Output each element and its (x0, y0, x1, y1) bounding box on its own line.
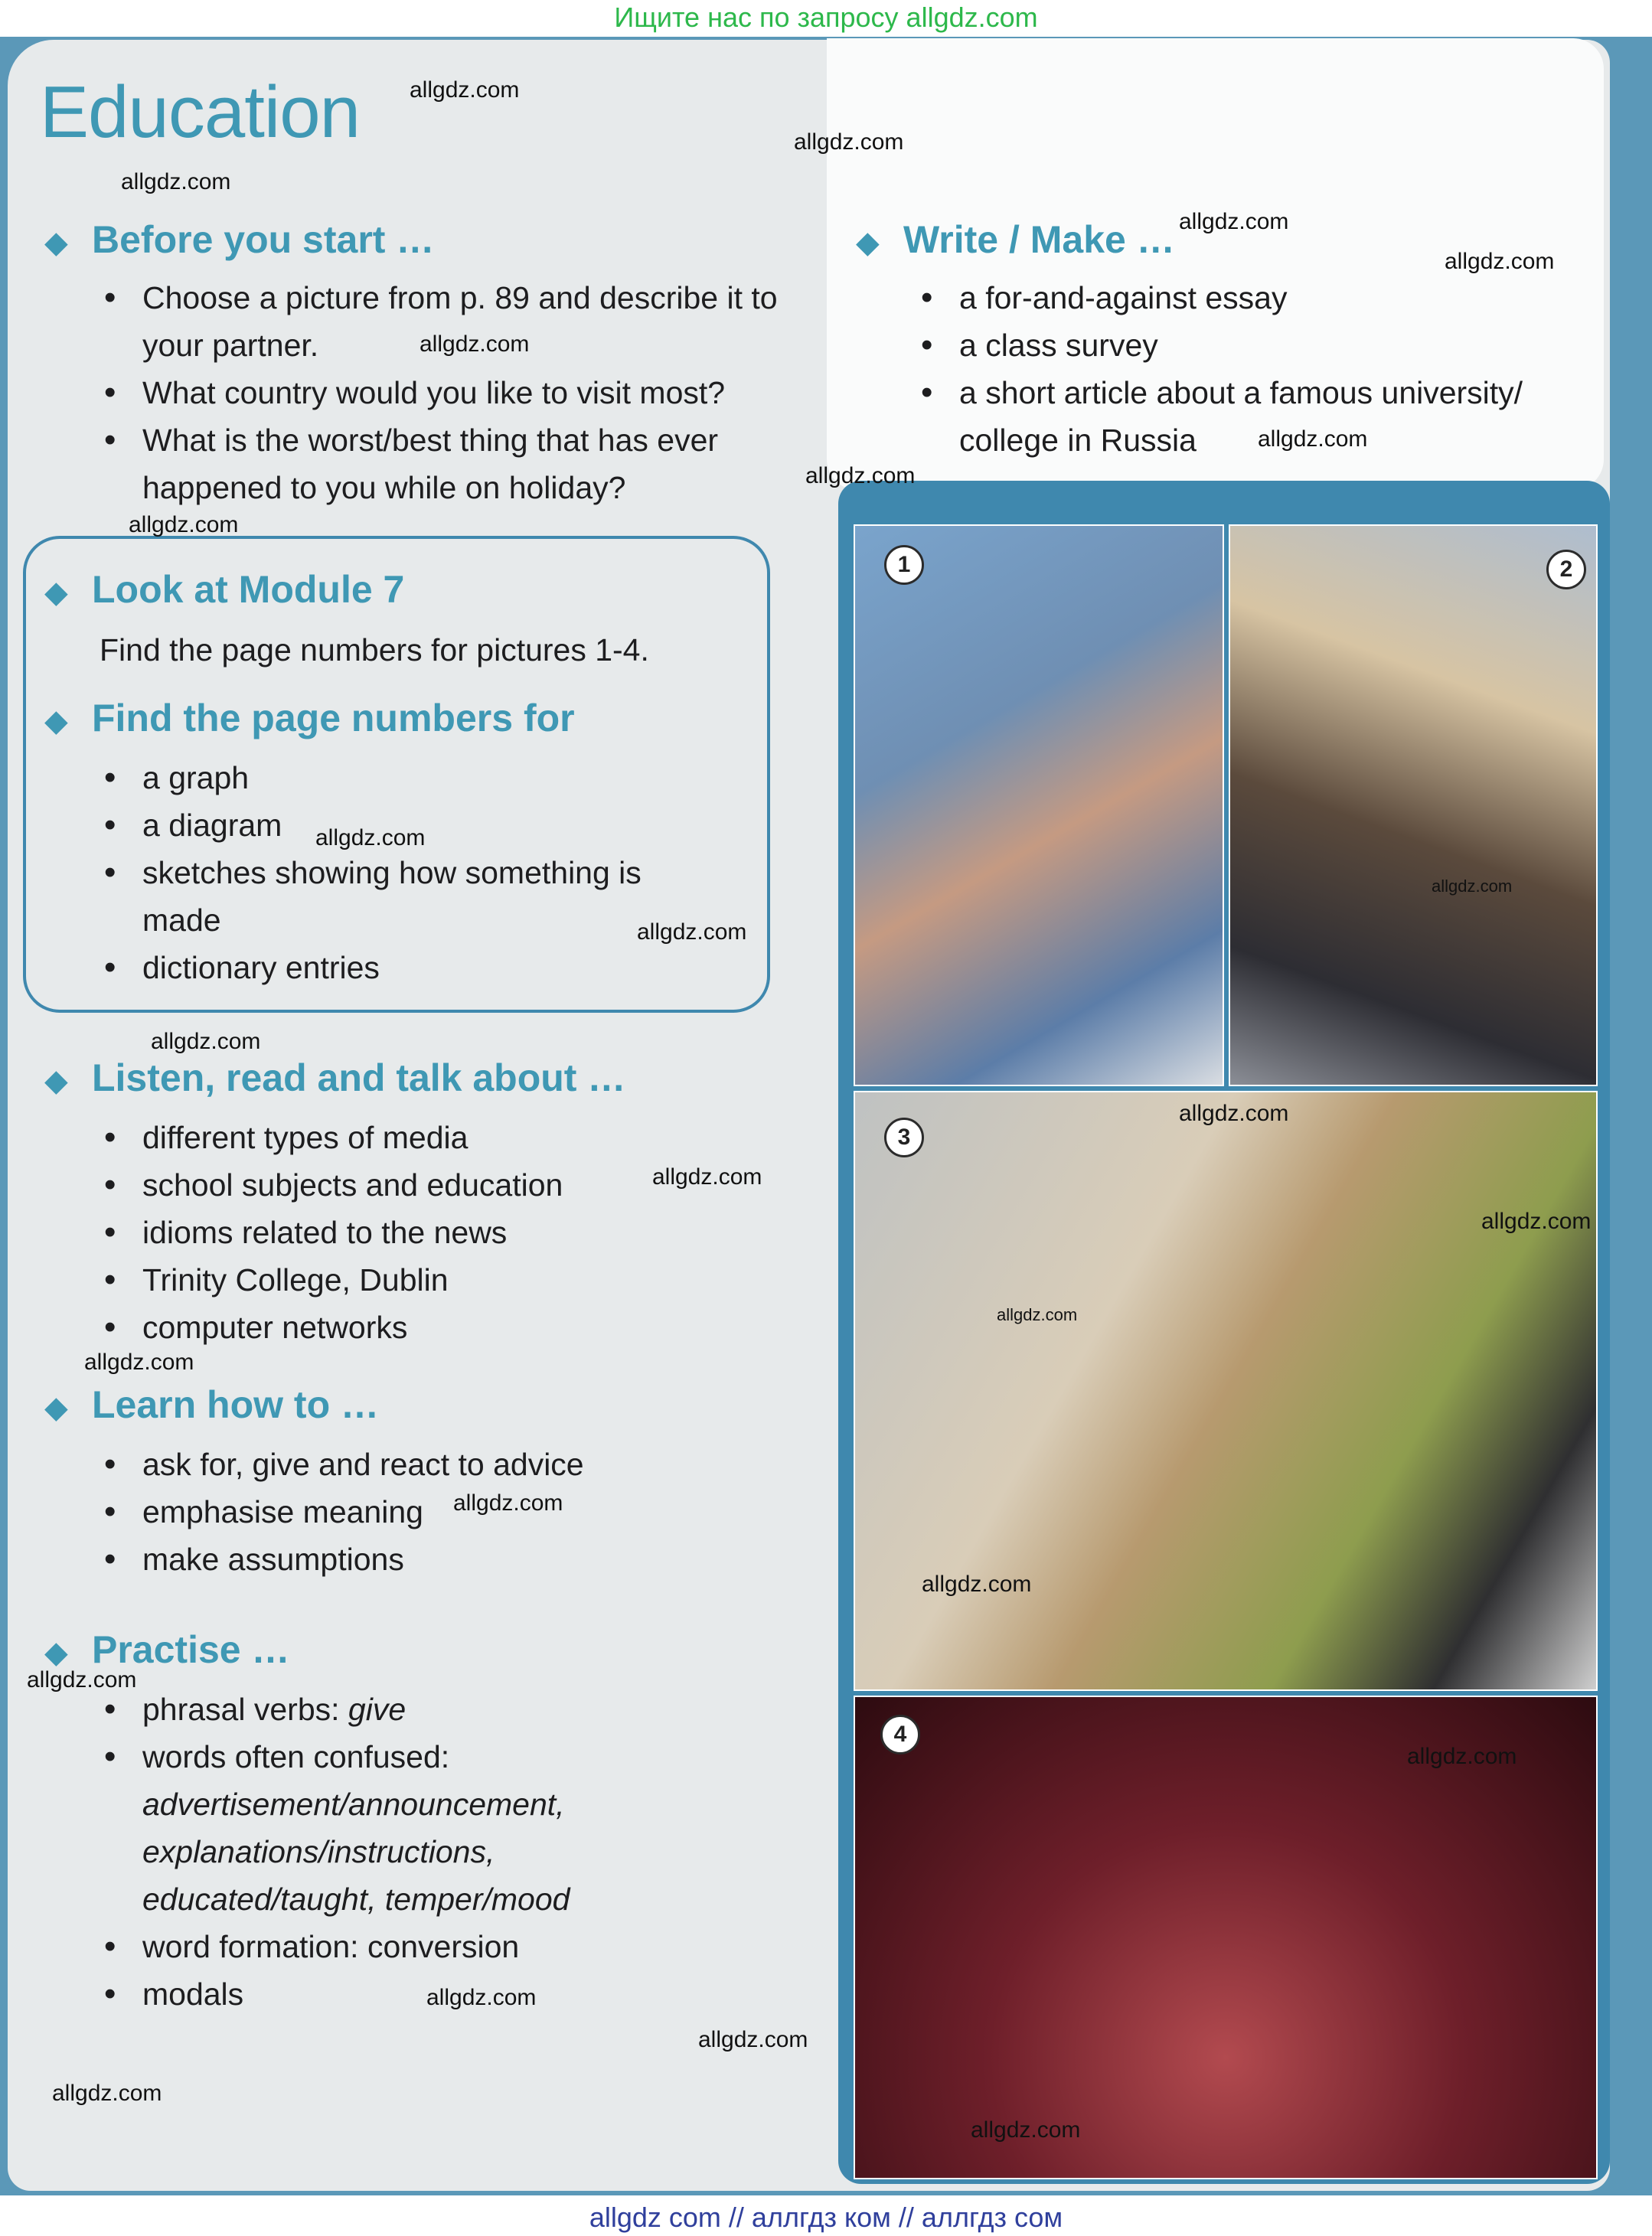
page-title: Education (40, 71, 360, 153)
watermark: allgdz.com (794, 129, 904, 155)
watermark: allgdz.com (1481, 1209, 1592, 1234)
list-item: • emphasise meaning (98, 1488, 787, 1536)
diamond-icon: ◆ (44, 576, 68, 609)
look-module-text: Find the page numbers for pictures 1-4. (100, 632, 649, 668)
diamond-icon: ◆ (44, 1391, 68, 1425)
look-module-heading: ◆ Look at Module 7 (44, 566, 404, 615)
watermark: allgdz.com (1432, 876, 1513, 896)
list-item: • a diagram (98, 801, 756, 849)
watermark: allgdz.com (151, 1029, 261, 1054)
list-item: • What is the worst/best thing that has ever happened to you while on holiday? (98, 416, 802, 511)
watermark: allgdz.com (997, 1305, 1078, 1324)
diamond-icon: ◆ (44, 1064, 68, 1098)
list-item: • phrasal verbs: give (98, 1686, 787, 1733)
diamond-icon: ◆ (44, 704, 68, 738)
watermark: allgdz.com (1258, 426, 1368, 452)
list-item: • make assumptions (98, 1536, 787, 1583)
list-item: • different types of media (98, 1114, 787, 1161)
top-banner: Ищите нас по запросу allgdz.com (614, 2, 1038, 33)
list-item: • Trinity College, Dublin (98, 1256, 787, 1304)
list-item: • What country would you like to visit most? (98, 369, 802, 416)
list-item: • Choose a picture from p. 89 and describe it to your partner. (98, 274, 802, 369)
watermark: allgdz.com (1179, 209, 1289, 234)
watermark: allgdz.com (698, 2027, 808, 2052)
list-item: • a short article about a famous university/ college in Russia (915, 369, 1588, 464)
watermark: allgdz.com (410, 77, 520, 103)
diamond-icon: ◆ (856, 226, 880, 260)
list-item: • ask for, give and react to advice (98, 1441, 787, 1488)
list-item: • idioms related to the news (98, 1209, 787, 1256)
list-item: • dictionary entries (98, 944, 756, 991)
watermark: allgdz.com (1445, 249, 1555, 274)
watermark: allgdz.com (805, 463, 916, 488)
diamond-icon: ◆ (44, 1636, 68, 1670)
find-pages-list (98, 754, 756, 991)
list-item: • a class survey (915, 322, 1588, 369)
find-pages-heading: ◆ Find the page numbers for (44, 695, 575, 744)
bottom-banner: allgdz com // аллгдз ком // аллгдз сом (589, 2202, 1063, 2233)
watermark: allgdz.com (315, 825, 426, 850)
list-item: • a for-and-against essay (915, 274, 1588, 322)
list-item: • computer networks (98, 1304, 787, 1351)
list-item: • modals (98, 1970, 787, 2018)
photo-students-reading (1229, 524, 1598, 1086)
watermark: allgdz.com (922, 1572, 1032, 1597)
watermark: allgdz.com (637, 919, 747, 945)
before-start-list (98, 274, 802, 511)
photo-number-badge: 4 (880, 1715, 920, 1755)
photo-number-badge: 1 (884, 545, 924, 585)
watermark: allgdz.com (1407, 1744, 1517, 1769)
list-item: • words often confused: advertisement/announcement, explanations/instructions, educated/taught, temper/mood (98, 1733, 787, 1923)
learn-how-heading: ◆ Learn how to … (44, 1382, 379, 1431)
watermark: allgdz.com (652, 1164, 762, 1190)
learn-how-list (98, 1441, 787, 1583)
list-item: • a graph (98, 754, 756, 801)
photo-girl-laptop (854, 1091, 1598, 1691)
write-make-list (915, 274, 1588, 464)
list-item: • sketches showing how something is made (98, 849, 756, 944)
watermark: allgdz.com (27, 1667, 137, 1693)
watermark: allgdz.com (426, 1985, 537, 2010)
listen-read-heading: ◆ Listen, read and talk about … (44, 1055, 625, 1104)
photo-microscope (854, 524, 1224, 1086)
watermark: allgdz.com (1179, 1101, 1289, 1126)
watermark: allgdz.com (971, 2117, 1081, 2143)
before-start-heading: ◆ Before you start … (44, 217, 434, 266)
watermark: allgdz.com (121, 169, 231, 194)
watermark: allgdz.com (420, 331, 530, 357)
watermark: allgdz.com (84, 1350, 194, 1375)
photo-number-badge: 3 (884, 1118, 924, 1157)
watermark: allgdz.com (453, 1490, 563, 1516)
watermark: allgdz.com (52, 2081, 162, 2106)
practise-list (98, 1686, 787, 2018)
photo-number-badge: 2 (1546, 550, 1586, 589)
practise-heading: ◆ Practise … (44, 1627, 289, 1676)
list-item: • school subjects and education (98, 1161, 787, 1209)
write-make-heading: ◆ Write / Make … (856, 217, 1175, 266)
diamond-icon: ◆ (44, 226, 68, 260)
watermark: allgdz.com (129, 512, 239, 537)
listen-read-list (98, 1114, 787, 1351)
list-item: • word formation: conversion (98, 1923, 787, 1970)
